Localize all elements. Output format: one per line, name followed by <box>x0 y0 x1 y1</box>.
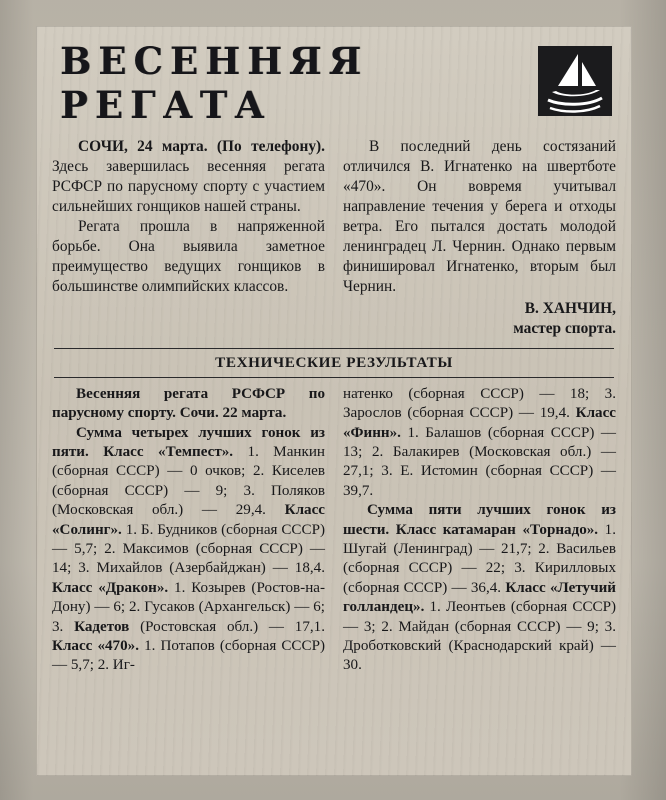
signature-name: В. ХАНЧИН, <box>524 300 616 318</box>
article-header <box>52 36 616 127</box>
results-paragraph: Сумма пяти лучших гонок из шести. Класс катамаран «Торнадо». 1. Шугай (Ленинград) — 21,7; 2. Васильев (сборная СССР) — 22; 3. Кирилловых (сборная СССР) — 36,4. Класс «Летучий голландец». 1. Леонтьев (сборная СССР) — 3; 2. Майдан (сборная СССР) — 9; 3. Дроботковский (Краснодарский край) — 30. <box>343 502 616 674</box>
results-column-left <box>52 385 325 676</box>
results-paragraph: Сумма четырех лучших гонок из пяти. Класс «Темпест». 1. Манкин (сборная СССР) — 0 очков; 2. Киселев (сборная СССР) — 9; 3. Поляков (Московская обл.) — 29,4. Класс «Солинг». 1. Б. Будников (сборная СССР) — 5,7; 2. Максимов (сборная СССР) — 14; 3. Михайлов (Азербайджан) — 18,4. Класс «Дракон». 1. Козырев (Ростов-на-Дону) — 6; 2. Гусаков (Архангельск) — 6; 3. Кадетов (Ростовская обл.) — 17,1. Класс «470». 1. Потапов (сборная СССР) — 5,7; 2. Иг- <box>52 424 325 674</box>
results-paragraph <box>52 385 325 424</box>
results-subhead: Сумма пяти лучших гонок из шести. Класс катамаран «Торнадо». <box>343 502 616 538</box>
page-title-line-1: ВЕСЕННЯЯ <box>60 39 369 83</box>
divider-top <box>54 348 614 349</box>
results-class-label: Класс «Дракон». <box>52 579 169 596</box>
article-paragraph: В последний день состязаний отличился В. Игнатенко на швертботе «470». Он вовремя учитывал направление течения у берега и отходы ветра. Его пытался достать молодой ленинградец Л. Чернин. Однако первым финишировал Игнатенко, вторым был Чернин. <box>343 138 616 296</box>
results-paragraph: натенко (сборная СССР) — 18; 3. Зарослов (сборная СССР) — 19,4. Класс «Финн». 1. Балашов (сборная СССР) — 13; 2. Балакирев (Московская обл.) — 27,1; 3. Е. Истомин (сборная СССР) — 39,7. <box>343 385 616 499</box>
results-body <box>52 385 616 676</box>
article-paragraph-rest: Здесь завершилась весенняя регата РСФСР по парусному спорту с участием сильнейших гонщиков нашей страны. <box>52 158 325 216</box>
sailboat-icon <box>538 46 612 116</box>
results-class-label: Класс «Летучий голландец». <box>343 579 616 616</box>
article-paragraph <box>52 137 325 217</box>
article-dateline: СОЧИ, 24 марта. (По телефону). <box>78 138 325 156</box>
results-class-label: Класс «Солинг». <box>52 502 325 538</box>
results-title: ТЕХНИЧЕСКИЕ РЕЗУЛЬТАТЫ <box>215 353 453 371</box>
newspaper-clipping <box>36 26 632 776</box>
signature-title: мастер спорта. <box>513 320 616 338</box>
divider-bottom <box>54 377 614 378</box>
results-intro: Весенняя регата РСФСР по парусному спорту. Сочи. 22 марта. <box>52 385 325 422</box>
results-subhead: Сумма четырех лучших гонок из пяти. Класс «Темпест». <box>52 424 325 461</box>
results-class-label: Класс «470». <box>52 637 139 654</box>
article-column-right <box>343 137 616 339</box>
page-title <box>60 40 368 127</box>
results-column-right <box>343 385 616 676</box>
article-signature <box>343 299 616 338</box>
article-body <box>52 137 616 339</box>
results-class-label: Класс «Финн». <box>343 405 616 441</box>
results-name-bold: Кадетов <box>74 618 130 635</box>
article-paragraph: Регата прошла в напряженной борьбе. Она выявила заметное преимущество ведущих гонщиков в большинстве олимпийских классов. <box>52 218 325 296</box>
page-title-line-2: РЕГАТА <box>60 82 272 127</box>
article-column-left <box>52 137 325 339</box>
